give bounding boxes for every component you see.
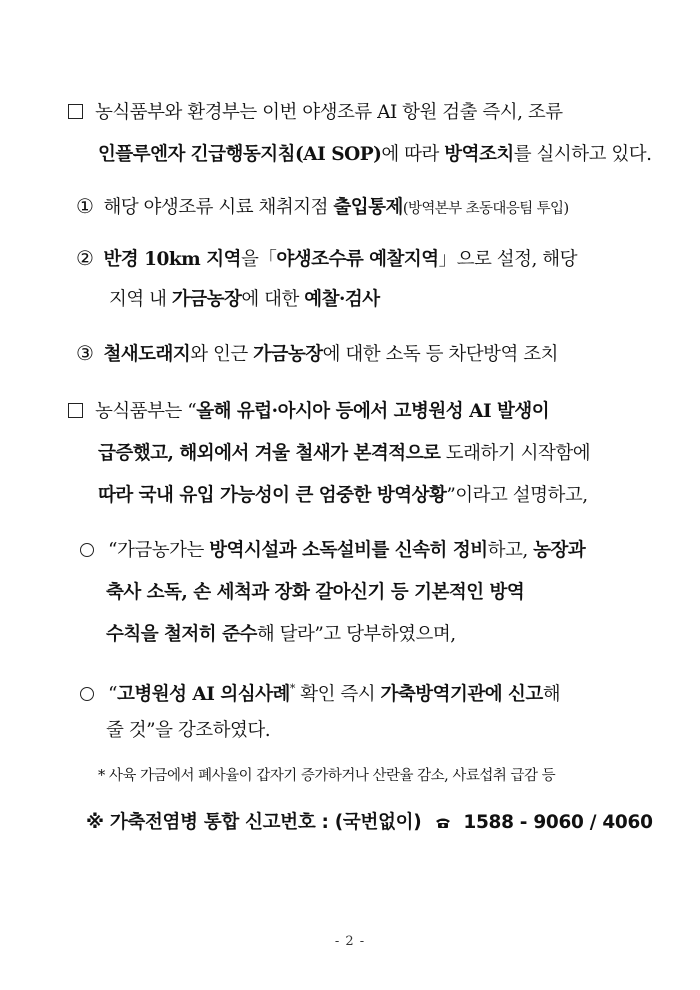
bold-text: 예찰·검사 xyxy=(304,289,380,310)
bullet-1-line-3 xyxy=(106,622,456,648)
text: 을「 xyxy=(240,249,277,270)
text: 와 인근 xyxy=(190,344,254,365)
text: “가금농가는 xyxy=(108,540,210,561)
hotline-line xyxy=(86,810,653,836)
bold-text: 가금농장 xyxy=(253,344,323,365)
text: “ xyxy=(108,684,117,705)
text: ”이라고 설명하고, xyxy=(446,485,588,506)
text: 에 대한 xyxy=(241,289,305,310)
circled-number: ③ xyxy=(76,341,94,365)
text: 해 xyxy=(542,684,561,705)
telephone-icon xyxy=(435,817,451,829)
circled-number: ② xyxy=(76,246,94,270)
checkbox-square-icon xyxy=(68,104,83,119)
bold-text: 가축방역기관에 신고 xyxy=(380,684,543,705)
text: 」으로 설정, 해당 xyxy=(438,249,577,270)
item-1 xyxy=(76,193,569,222)
text: 해당 야생조류 시료 채취지점 xyxy=(103,197,334,218)
bold-text: 수칙을 철저히 준수 xyxy=(106,624,257,645)
bold-text: 철새도래지 xyxy=(103,344,191,365)
circled-number: ① xyxy=(76,194,94,218)
bold-text: 출입통제 xyxy=(333,197,403,218)
bold-text: 방역조치 xyxy=(444,144,514,165)
checkbox-square-icon xyxy=(68,403,83,418)
hotline-label: ※ 가축전염병 통합 신고번호 : (국번없이) xyxy=(86,812,422,833)
bold-text: 고병원성 AI 의심사례 xyxy=(116,684,290,705)
bullet-1-line-2 xyxy=(106,580,524,606)
paragraph-2-line-2 xyxy=(98,441,590,467)
item-2-line-2 xyxy=(109,287,380,313)
text: 에 대한 소독 등 차단방역 조치 xyxy=(322,344,559,365)
paragraph-2-line-1 xyxy=(68,399,549,425)
bold-text: 인플루엔자 긴급행동지침(AI SOP) xyxy=(98,144,382,165)
bold-text: 야생조수류 예찰지역 xyxy=(276,249,439,270)
footnote-marker: * xyxy=(289,682,295,695)
paragraph-2-line-3 xyxy=(98,483,588,509)
bullet-2-line-2 xyxy=(106,718,270,744)
item-3 xyxy=(76,340,558,368)
text: 농식품부는 “ xyxy=(95,401,197,422)
text: 에 따라 xyxy=(381,144,445,165)
item-2-line-1 xyxy=(76,245,577,273)
bold-text: 농장과 xyxy=(533,540,586,561)
text: 확인 즉시 xyxy=(294,684,381,705)
small-text: (방역본부 초동대응팀 투입) xyxy=(402,201,569,217)
text: 농식품부와 환경부는 이번 야생조류 AI 항원 검출 즉시, 조류 xyxy=(95,102,563,123)
hollow-circle-bullet-icon xyxy=(80,687,94,701)
bold-text: 급증했고, 해외에서 겨울 철새가 본격적으로 xyxy=(98,443,441,464)
paragraph-1-line-1 xyxy=(68,100,563,126)
bold-text: 따라 국내 유입 가능성이 큰 엄중한 방역상황 xyxy=(98,485,447,506)
text: 하고, xyxy=(487,540,534,561)
bullet-1-line-1 xyxy=(80,538,585,564)
bold-text: 올해 유럽·아시아 등에서 고병원성 AI 발생이 xyxy=(196,401,550,422)
page-number: - 2 - xyxy=(334,934,366,949)
text: 지역 내 xyxy=(109,289,172,310)
text: 해 달라”고 당부하였으며, xyxy=(256,624,456,645)
paragraph-1-line-2 xyxy=(98,142,651,168)
text: 줄 것”을 강조하였다. xyxy=(106,720,271,741)
bold-text: 방역시설과 소독설비를 신속히 정비 xyxy=(209,540,488,561)
bold-text: 가금농장 xyxy=(171,289,242,310)
footnote: * 사육 가금에서 폐사율이 갑자기 증가하거나 산란율 감소, 사료섭취 급감 등 xyxy=(98,768,556,784)
bullet-2-line-1 xyxy=(80,676,560,708)
hollow-circle-bullet-icon xyxy=(80,543,94,557)
bold-text: 반경 10km 지역 xyxy=(103,249,241,270)
hotline-number: 1588 - 9060 / 4060 xyxy=(463,812,653,833)
bold-text: 축사 소독, 손 세척과 장화 갈아신기 등 기본적인 방역 xyxy=(106,582,525,603)
text: 도래하기 시작함에 xyxy=(440,443,591,464)
text: 를 실시하고 있다. xyxy=(513,144,652,165)
